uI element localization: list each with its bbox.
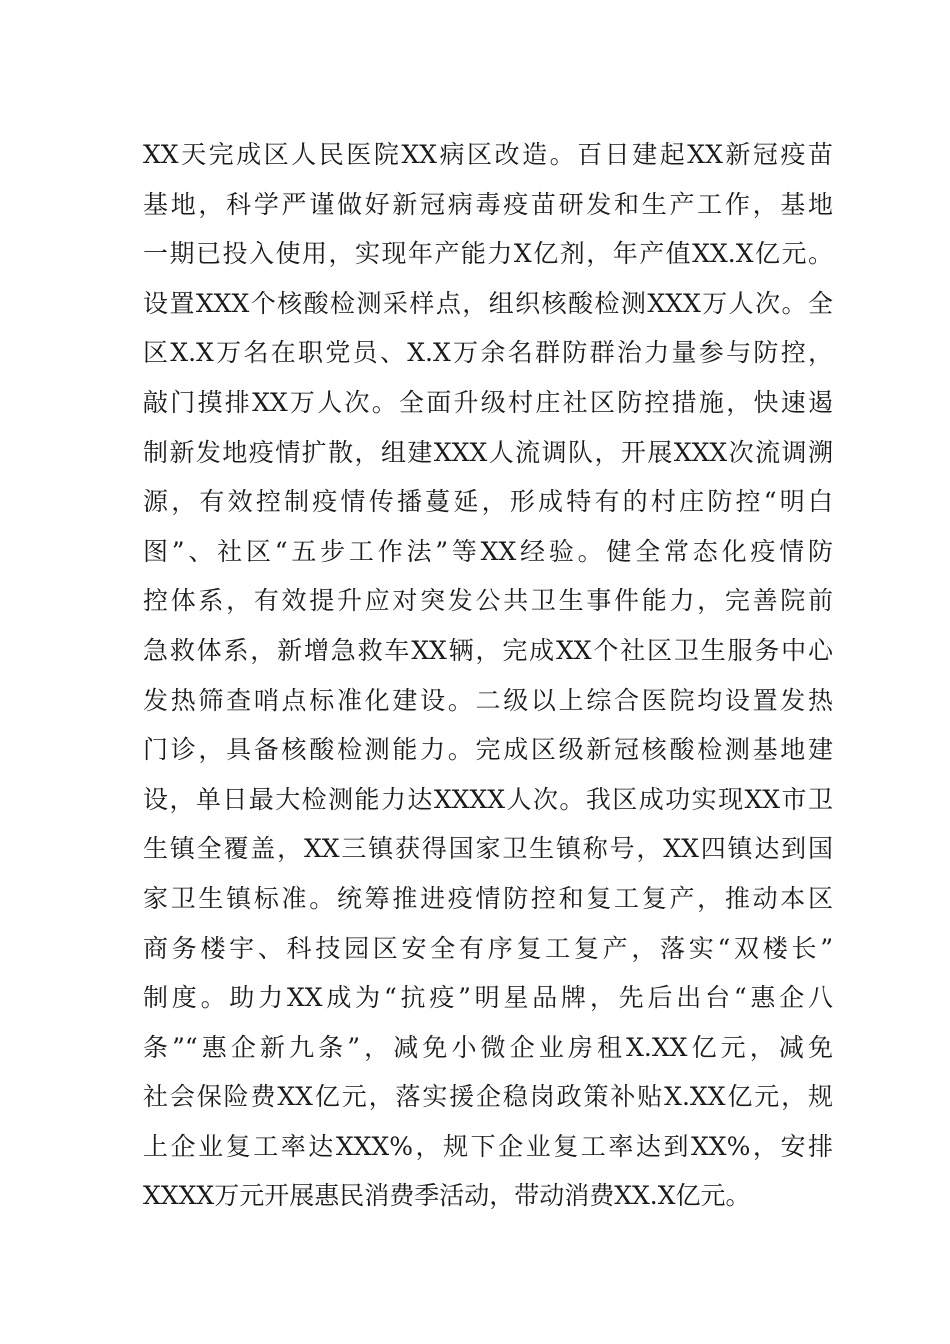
text-line: 发热筛查哨点标准化建设。二级以上综合医院均设置发热 [143,685,833,715]
text-line: 门诊，具备核酸检测能力。完成区级新冠核酸检测基地建 [143,735,833,765]
text-line: 基地，科学严谨做好新冠病毒疫苗研发和生产工作，基地 [143,189,833,219]
text-line: 设置XXX个核酸检测采样点，组织核酸检测XXX万人次。全 [143,288,833,318]
text-line: 生镇全覆盖，XX三镇获得国家卫生镇称号，XX四镇达到国 [143,834,833,864]
text-line: 敲门摸排XX万人次。全面升级村庄社区防控措施，快速遏 [143,387,833,417]
text-line: 上企业复工率达XXX%，规下企业复工率达到XX%，安排 [143,1131,833,1161]
text-line: 源，有效控制疫情传播蔓延，形成特有的村庄防控“明白 [143,487,833,517]
text-line: 商务楼宇、科技园区安全有序复工复产，落实“双楼长” [143,933,833,963]
text-line: 急救体系，新增急救车XX辆，完成XX个社区卫生服务中心 [143,635,833,665]
text-line: 社会保险费XX亿元，落实援企稳岗政策补贴X.XX亿元，规 [143,1082,833,1112]
text-line: 控体系，有效提升应对突发公共卫生事件能力，完善院前 [143,586,833,616]
text-line: XX天完成区人民医院XX病区改造。百日建起XX新冠疫苗 [143,140,833,169]
text-line: XXXX万元开展惠民消费季活动，带动消费XX.X亿元。 [143,1181,751,1211]
text-line: 区X.X万名在职党员、X.X万余名群防群治力量参与防控， [143,338,833,368]
text-line: 条”“惠企新九条”，减免小微企业房租X.XX亿元，减免 [143,1032,833,1062]
body-paragraph [143,130,833,1221]
text-line: 制度。助力XX成为“抗疫”明星品牌，先后出台“惠企八 [143,983,833,1013]
text-line: 设，单日最大检测能力达XXXX人次。我区成功实现XX市卫 [143,784,833,814]
text-line: 家卫生镇标准。统筹推进疫情防控和复工复产，推动本区 [143,883,833,913]
text-line: 一期已投入使用，实现年产能力X亿剂，年产值XX.X亿元。 [143,239,833,269]
text-line: 图”、社区“五步工作法”等XX经验。健全常态化疫情防 [143,536,833,566]
text-line: 制新发地疫情扩散，组建XXX人流调队，开展XXX次流调溯 [143,437,833,467]
